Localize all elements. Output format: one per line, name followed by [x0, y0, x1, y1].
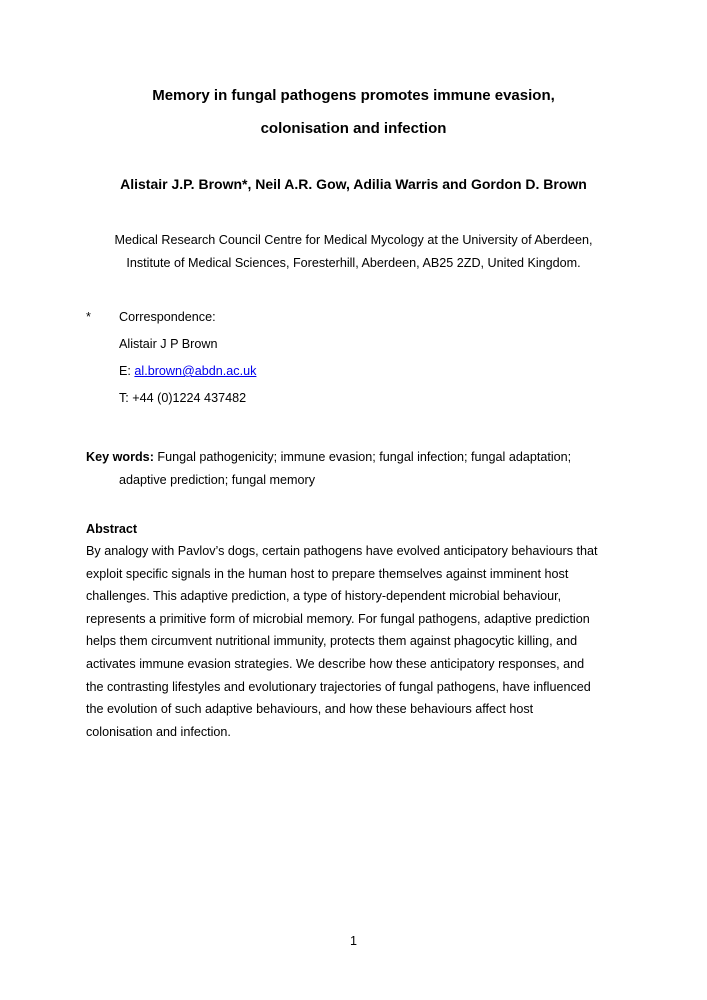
- paper-title-line-2: colonisation and infection: [260, 120, 447, 137]
- abstract-heading: Abstract: [86, 522, 138, 536]
- affiliation-line-1: Medical Research Council Centre for Medical Mycology at the University of Aberdeen,: [114, 233, 593, 247]
- abstract-line: activates immune evasion strategies. We describe how these anticipatory responses, and: [86, 656, 585, 671]
- page-number: 1: [349, 934, 357, 948]
- paper-title-line-1: Memory in fungal pathogens promotes immune evasion,: [152, 87, 555, 104]
- correspondence-marker: *: [86, 310, 91, 324]
- abstract-line: the evolution of such adaptive behaviours, and how these behaviours affect host: [86, 702, 534, 717]
- correspondence-phone: T: +44 (0)1224 437482: [119, 391, 247, 405]
- abstract-line: exploit specific signals in the human host to prepare themselves against imminent host: [86, 566, 569, 581]
- abstract-line: the contrasting lifestyles and evolutionary trajectories of fungal pathogens, have influenced: [86, 679, 591, 694]
- abstract-line: represents a primitive form of microbial memory. For fungal pathogens, adaptive prediction: [86, 611, 590, 626]
- keywords-line-1: Fungal pathogenicity; immune evasion; fungal infection; fungal adaptation;: [153, 450, 572, 464]
- correspondence-name: Alistair J P Brown: [119, 337, 218, 351]
- affiliation-line-2: Institute of Medical Sciences, Foresterhill, Aberdeen, AB25 2ZD, United Kingdom.: [126, 256, 581, 270]
- author-list: Alistair J.P. Brown*, Neil A.R. Gow, Adilia Warris and Gordon D. Brown: [120, 176, 587, 192]
- abstract-line: colonisation and infection.: [86, 724, 231, 739]
- abstract-line: helps them circumvent nutritional immunity, protects them against phagocytic killing, and: [86, 634, 578, 649]
- keywords-line-2: adaptive prediction; fungal memory: [119, 473, 316, 487]
- correspondence-email-line: [119, 364, 256, 378]
- email-prefix: E:: [119, 364, 135, 378]
- keywords-section: [86, 446, 626, 492]
- email-link[interactable]: al.brown@abdn.ac.uk: [134, 364, 257, 378]
- abstract-line: challenges. This adaptive prediction, a type of history-dependent microbial behaviour,: [86, 589, 562, 604]
- keywords-label: Key words:: [86, 450, 154, 464]
- abstract-line: By analogy with Pavlov’s dogs, certain pathogens have evolved anticipatory behaviours that: [86, 544, 598, 558]
- abstract-body: [86, 540, 631, 743]
- correspondence-label: Correspondence:: [119, 310, 216, 324]
